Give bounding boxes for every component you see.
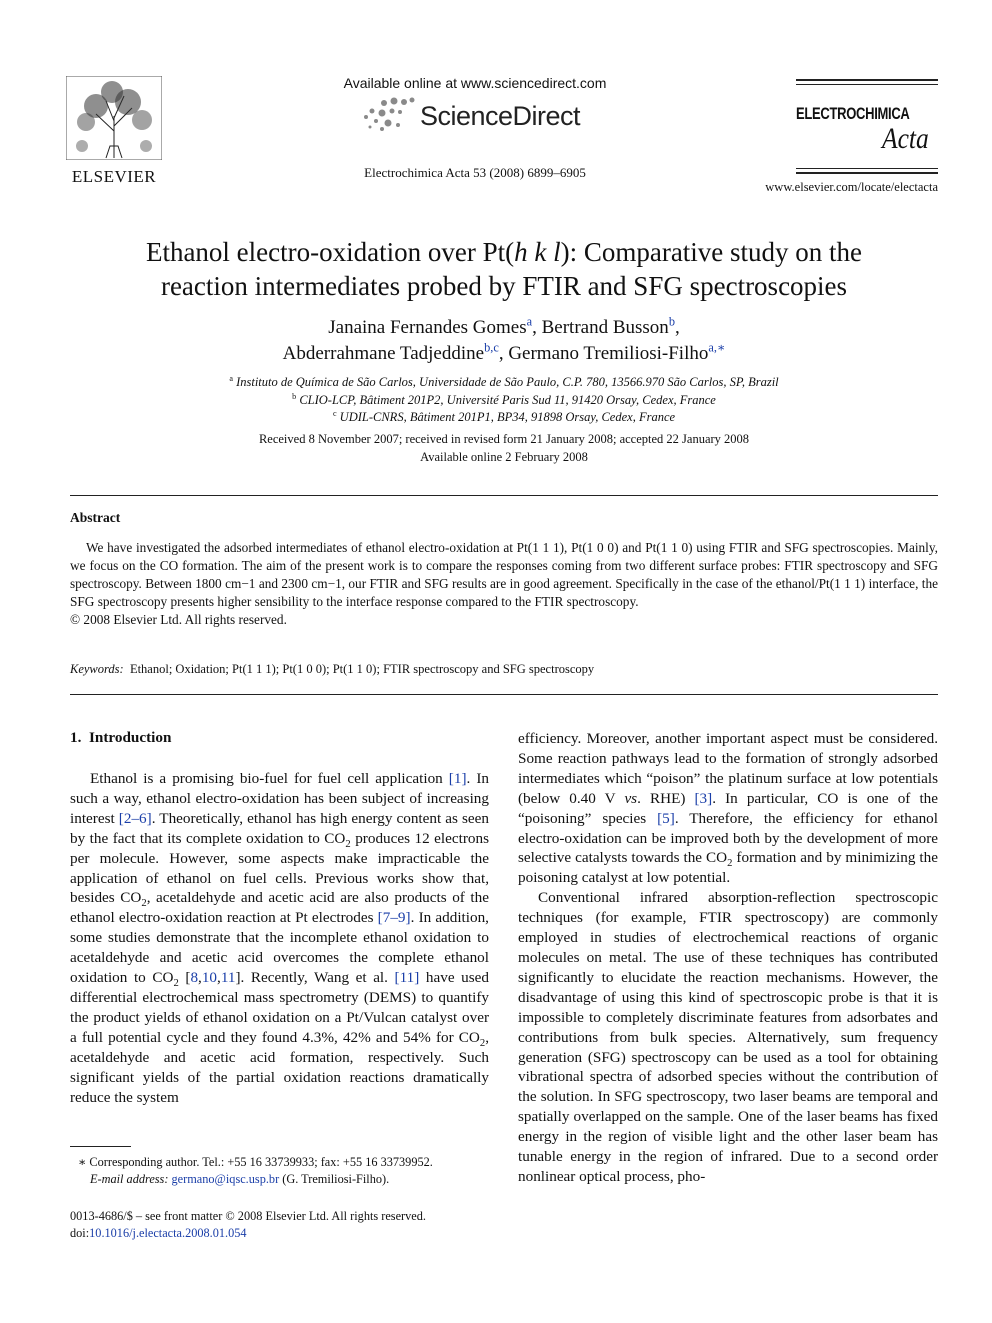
author-list xyxy=(70,315,938,367)
affiliation: $^b$ CLIO-LCP, Bâtiment 201P2, Université Paris Sud 11, 91420 Orsay, Cedex, France xyxy=(292,391,716,407)
journal-citation: Electrochimica Acta 53 (2008) 6899–6905 xyxy=(364,165,586,180)
author-line-1: Janaina Fernandes Gomes$^a$, Bertrand Busson$^b$, xyxy=(328,314,680,338)
keywords: Keywords: Ethanol; Oxidation; Pt(1 1 1); Pt(1 0 0); Pt(1 1 0); FTIR spectroscopy and SFG spectroscopy xyxy=(70,662,595,676)
author-name[interactable]: Janaina Fernandes Gomes xyxy=(328,317,527,338)
citation-link[interactable]: 10 xyxy=(201,969,218,987)
footnote xyxy=(70,1154,489,1188)
journal-logo-rule-bottom xyxy=(796,168,938,169)
footnote-rule xyxy=(70,1146,131,1147)
copyright: © 2008 Elsevier Ltd. All rights reserved. xyxy=(70,612,287,628)
journal-name-top: ELECTROCHIMICA xyxy=(796,104,910,123)
sciencedirect-wordmark: ScienceDirect xyxy=(420,101,581,131)
citation-link[interactable]: 11 xyxy=(220,969,236,987)
author-name[interactable]: Bertrand Busson xyxy=(541,317,669,338)
sciencedirect-dots-icon xyxy=(362,97,420,133)
paragraph: efficiency. Moreover, another important aspect must be considered. Some reaction pathways lead to the formation of strongly adsorbed intermediates which “poison” the platinum surface at low potentials (below 0.40 V vs. RHE) [3]. In particular, CO is one of the “poisoning” species [5]. Therefore, the efficiency for ethanol electro-oxidation can be improved both by the development of more selective catalysts towards the $CO_2$ formation and by minimizing the poisoning catalyst at low potential. xyxy=(518,730,939,887)
citation-link[interactable]: [5] xyxy=(657,809,675,827)
publisher-name: ELSEVIER xyxy=(71,167,157,186)
journal-logo-rule-top xyxy=(796,79,938,81)
paragraph: Ethanol is a promising bio-fuel for fuel cell application [1]. In such a way, ethanol electro-oxidation has been subject of increasing interest [2–6]. Theoretically, ethanol has high energy content as seen by the fact that its complete oxidation to $CO_2$ produces 12 electrons per molecule. However, some aspects make impracticable the application of ethanol on fuel cells. Previous works show that, besides $CO_2$, acetaldehyde and acetic acid are also products of the ethanol electro-oxidation reaction at Pt electrodes [7–9]. In addition, some studies demonstrate that the incomplete ethanol oxidation to acetaldehyde and acetic acid overcomes the complete ethanol oxidation to $CO_2$ [8,10,11]. Recently, Wang et al. [11] have used differential electrochemical mass spectrometry (DEMS) to quantify the product yields of ethanol oxidation on a Pt/Vulcan catalyst over a full potential cycle and they found 4.3%, 42% and 54% for $CO_2$, acetaldehyde and acetic acid formation, respectively. Such significant yields of the partial oxidation reactions dramatically reduce the system xyxy=(70,770,490,1106)
elsevier-tree-icon xyxy=(66,76,162,160)
citation-link[interactable]: [3] xyxy=(694,789,713,807)
received-dates: Received 8 November 2007; received in revised form 21 January 2008; accepted 22 January 2008 xyxy=(258,432,750,446)
corresponding-author: ∗ Corresponding author. Tel.: +55 16 33739933; fax: +55 16 33739952. xyxy=(78,1155,433,1169)
intro-column-right xyxy=(518,729,938,1187)
citation-link[interactable]: [11] xyxy=(394,969,420,987)
email-line: E-mail address: germano@iqsc.usp.br (G. Tremiliosi-Filho). xyxy=(90,1172,390,1186)
front-matter xyxy=(70,1208,510,1242)
author-name[interactable]: Germano Tremiliosi-Filho xyxy=(508,343,709,364)
article-history xyxy=(70,431,938,466)
doi-link[interactable]: 10.1016/j.electacta.2008.01.054 xyxy=(89,1226,247,1240)
journal-name-bottom: Acta xyxy=(882,122,929,155)
affiliations xyxy=(70,374,938,427)
available-online: Available online at www.sciencedirect.com xyxy=(343,75,607,91)
article-title xyxy=(70,235,938,303)
journal-url[interactable]: www.elsevier.com/locate/electacta xyxy=(765,180,938,194)
sciencedirect-logo xyxy=(362,95,602,137)
citation-link[interactable]: [7–9] xyxy=(377,909,411,927)
issn-line: 0013-4686/$ – see front matter © 2008 Elsevier Ltd. All rights reserved. xyxy=(70,1209,426,1223)
journal-logo xyxy=(796,104,938,164)
paragraph: Conventional infrared absorption-reflection spectroscopic techniques (for example, FTIR spectroscopy) are commonly employed in studies of electrochemical reactions of organic molecules on metal. The use of these techniques has contributed significantly to elucidate the reaction mechanisms. However, the disadvantage of using this kind of spectroscopic probe is that it is impossible to completely discriminate features from adsorbates and contributions from bulk species. Alternatively, sum frequency generation (SFG) spectroscopy can be used as a tool for obtaining vibrational spectra of adsorbed species without the contribution of the solution. In SFG spectroscopy, two laser beams are temporal and spatially overlapped on the sample. One of the laser beams has fixed energy in the region of visible light and the other laser beam has tunable energy in the region of infrared. Due to a second order nonlinear optical process, pho- xyxy=(518,889,938,1185)
available-date: Available online 2 February 2008 xyxy=(420,449,588,464)
author-line-2: Abderrahmane Tadjeddine$^{b,c}$, Germano Tremiliosi-Filho$^{a,∗}$ xyxy=(282,340,726,364)
citation-link[interactable]: 8 xyxy=(190,969,199,987)
divider xyxy=(70,495,938,496)
journal-logo-rule-top2 xyxy=(796,84,938,85)
abstract-heading: Abstract xyxy=(70,510,121,525)
divider xyxy=(70,694,938,695)
section-heading: 1. Introduction xyxy=(70,729,172,746)
author-name[interactable]: Abderrahmane Tadjeddine xyxy=(282,343,485,364)
affiliation: $^c$ UDIL-CNRS, Bâtiment 201P1, BP34, 91898 Orsay, Cedex, France xyxy=(332,408,676,424)
doi-line: doi:10.1016/j.electacta.2008.01.054 xyxy=(70,1226,247,1240)
citation-link[interactable]: [2–6] xyxy=(118,809,152,827)
journal-logo-rule-bottom2 xyxy=(796,172,938,174)
citation-link[interactable]: [1] xyxy=(448,770,467,787)
affiliation: $^a$ Instituto de Química de São Carlos, Universidade de São Paulo, C.P. 780, 13566.970 São Carlos, SP, Brazil xyxy=(229,373,779,389)
abstract-body: We have investigated the adsorbed intermediates of ethanol electro-oxidation at Pt(1 1 1), Pt(1 0 0) and Pt(1 1 0) using FTIR and SFG spectroscopies. Mainly, we focus on the CO formation. The aim of the present work is to compare the responses coming from two different surface probes: FTIR spectroscopy and SFG spectroscopy. Between 1800 cm−1 and 2300 cm−1, our FTIR and SFG results are in good agreement. Specifically in the case of the ethanol/Pt(1 1 1) interface, the SFG spectroscopy presents higher sensibility to the interface response compared to the FTIR spectroscopy. © 2008 Elsevier Ltd. All rights reserved. xyxy=(70,539,938,629)
email-link[interactable]: germano@iqsc.usp.br xyxy=(171,1172,280,1186)
title-line-1: Ethanol electro-oxidation over Pt(h k l): Comparative study on the xyxy=(145,237,863,267)
intro-column-left xyxy=(70,769,489,1107)
title-line-2: reaction intermediates probed by FTIR and SFG spectroscopies xyxy=(160,271,848,301)
elsevier-logo xyxy=(66,76,162,186)
